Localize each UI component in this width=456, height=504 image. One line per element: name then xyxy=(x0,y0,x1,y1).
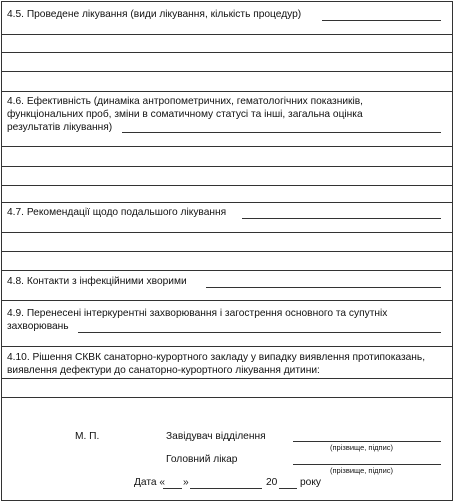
row-divider xyxy=(1,185,453,186)
date-prefix: Дата « xyxy=(134,477,166,488)
section-4-10-line-2: виявлення дефектури до санаторно-курортного лікування дитини: xyxy=(7,365,320,376)
section-4-7-label: 4.7. Рекомендації щодо подальшого лікування xyxy=(7,207,227,218)
row-divider xyxy=(1,378,453,379)
section-4-5-label: 4.5. Проведене лікування (види лікування, кількість процедур) xyxy=(7,9,302,20)
section-divider xyxy=(1,202,453,203)
date-mid: » xyxy=(183,477,189,488)
section-4-9-fill-line[interactable] xyxy=(78,332,441,333)
section-4-6-line-2: функціональних проб, зміни в соматичному статусі та інші, загальна оцінка xyxy=(7,109,363,120)
chief-doctor-sign-line[interactable] xyxy=(293,464,441,465)
date-year-line[interactable] xyxy=(279,488,297,489)
date-suffix: року xyxy=(300,477,321,488)
section-4-6-fill-line[interactable] xyxy=(122,132,441,133)
section-4-9-line-2: захворювань xyxy=(7,321,69,332)
section-4-10-line-1: 4.10. Рішення СКВК санаторно-курортного закладу у випадку виявлення протипоказань, xyxy=(7,352,426,363)
row-divider xyxy=(1,166,453,167)
row-divider xyxy=(1,52,453,53)
head-of-department-hint: (прізвище, підпис) xyxy=(330,443,394,452)
section-divider xyxy=(1,270,453,271)
section-4-9-line-1: 4.9. Перенесені інтеркурентні захворювання і загострення основного та супутніх xyxy=(7,308,388,319)
section-divider xyxy=(1,397,453,398)
section-4-6-line-3: результатів лікування) xyxy=(7,122,113,133)
date-month-line[interactable] xyxy=(190,488,262,489)
row-divider xyxy=(1,34,453,35)
section-4-6-line-1: 4.6. Ефективність (динаміка антропометричних, гематологічних показників, xyxy=(7,96,363,107)
stamp-label: М. П. xyxy=(75,431,100,442)
date-year-prefix: 20 xyxy=(266,477,278,488)
section-divider xyxy=(1,346,453,347)
chief-doctor-label: Головний лікар xyxy=(166,454,238,465)
section-divider xyxy=(1,300,453,301)
section-4-8-label: 4.8. Контакти з інфекційними хворими xyxy=(7,276,187,287)
section-4-7-fill-line[interactable] xyxy=(242,218,441,219)
section-divider xyxy=(1,91,453,92)
chief-doctor-hint: (прізвище, підпис) xyxy=(330,466,394,475)
head-of-department-sign-line[interactable] xyxy=(293,441,441,442)
section-4-8-fill-line[interactable] xyxy=(206,287,441,288)
head-of-department-label: Завідувач відділення xyxy=(166,431,266,442)
section-4-5-fill-line[interactable] xyxy=(322,20,441,21)
row-divider xyxy=(1,146,453,147)
row-divider xyxy=(1,71,453,72)
date-day-line[interactable] xyxy=(163,488,182,489)
row-divider xyxy=(1,251,453,252)
row-divider xyxy=(1,232,453,233)
